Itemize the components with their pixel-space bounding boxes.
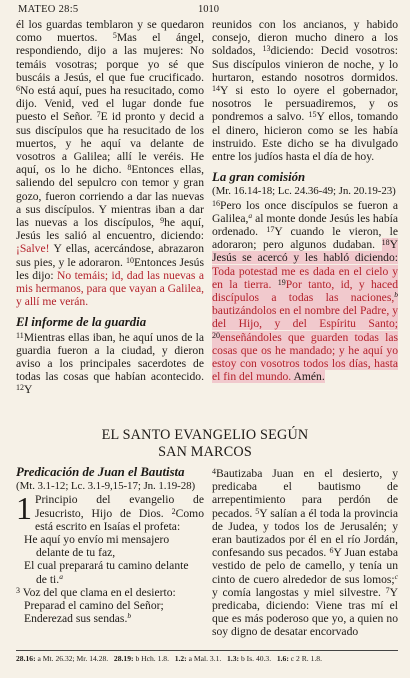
paragraph bbox=[16, 490, 204, 533]
verse-text: al monte donde Jesús les había ordenado. bbox=[212, 211, 398, 239]
footnote-text: b Hch. 1.8. bbox=[135, 654, 169, 663]
verse-number: 2 bbox=[171, 506, 176, 516]
jesus-words: Por tanto, id, y haced discípulos a todas las naciones, bbox=[212, 277, 398, 305]
paragraph bbox=[16, 331, 204, 397]
quote-line: Preparad el camino del Señor; bbox=[24, 599, 164, 613]
verse-number: 15 bbox=[308, 110, 317, 120]
verse-number: 6 bbox=[16, 84, 20, 94]
verse-text: Y predicaba, diciendo: Viene tras mí el que es más poderoso que yo, a quien no soy digno de desatar encorvado bbox=[212, 585, 398, 639]
verse-number: 13 bbox=[262, 44, 271, 54]
verse-text: Y si esto lo oyere el gobernador, nosotros le persuadiremos, y os pondremos a salvo. bbox=[212, 84, 398, 124]
jesus-words: Toda potestad me es dada en el cielo y en la tierra. bbox=[212, 264, 398, 291]
right-column bbox=[212, 18, 398, 383]
parallel-references: (Mt. 3.1-12; Lc. 3.1-9,15-17; Jn. 1.19-28) bbox=[16, 480, 196, 493]
verse-number: 17 bbox=[266, 225, 275, 235]
verse-text: Y bbox=[24, 383, 33, 397]
footnote-rule bbox=[16, 650, 398, 651]
verse-text: Y ellos, tomando el dinero, hicieron como se les había instruido. Este dicho se ha divulgado entre los judíos hasta el día de hoy. bbox=[212, 110, 399, 164]
quote-line: Enderezad sus sendas. bbox=[24, 612, 128, 626]
verse-text: reunidos con los ancianos, y habido consejo, dieron mucho dinero a los soldados, bbox=[212, 18, 398, 58]
page-header bbox=[0, 0, 410, 18]
footnote-ref: 1.3: bbox=[227, 654, 240, 663]
verse-number: 18 bbox=[381, 238, 390, 248]
verse-number: 16 bbox=[212, 198, 220, 208]
verse-number: 8 bbox=[127, 163, 132, 173]
paragraph bbox=[212, 18, 398, 163]
verse-number: 10 bbox=[125, 255, 134, 265]
verse-number: 9 bbox=[160, 216, 165, 226]
section-title: Predicación de Juan el Bautista bbox=[16, 465, 185, 479]
verse-text: Entonces ellas, saliendo del sepulcro con temor y gran gozo, fueron corriendo a dar las nuevas a sus discípulos. Y mientras iban a dar las nuevas a los discípulos, bbox=[16, 163, 204, 230]
verse-text: Y ellas, acercándose, abrazaron sus pies, y le adoraron. bbox=[16, 242, 205, 269]
chapter-number: 1 bbox=[16, 490, 32, 527]
footnote-text: c 2 R. 1.8. bbox=[290, 654, 322, 663]
verse-text: No está aquí, pues ha resucitado, como dijo. Venid, ved el lugar donde fue puesto el Señor. bbox=[16, 84, 204, 124]
running-head: MATEO 28:5 bbox=[18, 4, 79, 15]
verse-number: 5 bbox=[112, 31, 117, 41]
paragraph bbox=[212, 199, 398, 384]
quote-line: El cual preparará tu camino delante bbox=[24, 559, 189, 573]
footnote-ref: 1.6: bbox=[276, 654, 289, 663]
section-title: La gran comisión bbox=[212, 170, 306, 185]
quotation bbox=[16, 533, 204, 625]
verse-text: E id pronto y decid a sus discípulos que ha resucitado de los muertos, y he aquí va delante de vosotros a Galilea; allí le veréis. He aquí, os lo he dicho. bbox=[16, 110, 204, 177]
verse-number: 3 bbox=[16, 585, 20, 595]
footnote-marker: c bbox=[394, 571, 398, 581]
verse-number: 7 bbox=[385, 585, 390, 595]
verse-number: 4 bbox=[212, 467, 216, 476]
verse-text: Pero los once discípulos se fueron a Galilea, bbox=[212, 198, 398, 225]
jesus-words: No temáis; id, dad las nuevas a mis hermanos, para que vayan a Galilea, y allí me verán. bbox=[16, 268, 205, 309]
jesus-words: bautizándolos en el nombre del Padre, y del Hijo, y del Espíritu Santo; bbox=[212, 304, 398, 331]
footnote-ref: 28.19: bbox=[113, 654, 134, 663]
quote-line: delante de tu faz, bbox=[36, 546, 116, 560]
verse-text: diciendo: Decid vosotros: Sus discípulos vinieron de noche, y lo hurtaron, estando nosotros dormidos. bbox=[212, 44, 398, 84]
footnote-text: a Mal. 3.1. bbox=[188, 654, 222, 663]
footnote-marker: b bbox=[394, 290, 398, 300]
verse-number: 7 bbox=[96, 110, 101, 120]
verse-text: he aquí, Jesús les salió al encuentro, diciendo: bbox=[16, 216, 204, 243]
verse-text: Entonces Jesús les dijo: bbox=[16, 255, 204, 282]
verse-text: Como está escrito en Isaías el profeta: bbox=[35, 506, 204, 533]
jesus-words: ¡Salve! bbox=[16, 242, 50, 256]
verse-number: 12 bbox=[16, 383, 24, 393]
verse-text: Mientras ellas iban, he aquí unos de la guardia fueron a la ciudad, y dieron aviso a los principales sacerdotes de todas las cosas que habían acontecido. bbox=[16, 330, 204, 384]
verse-text: Y salían a él toda la provincia de Judea, y todos los de Jerusalén; y eran bautizados por él en el río Jordán, confesando sus pecados. bbox=[212, 506, 399, 560]
verse-text: Amén. bbox=[293, 370, 325, 384]
mark-left-column bbox=[16, 462, 204, 625]
footnote-ref: 1.2: bbox=[174, 654, 187, 663]
mark-right-column bbox=[212, 467, 398, 639]
verse-text: Y Juan estaba vestido de pelo de camello, y tenía un cinto de cuero alrededor de sus lomos; bbox=[212, 546, 398, 586]
footnote-marker: a bbox=[59, 571, 63, 581]
jesus-words: enseñándoles que guarden todas las cosas que os he mandado; y he aquí yo estoy con vosotros todos los días, hasta el fin del mundo. bbox=[212, 330, 398, 384]
footnote-ref: 28.16: bbox=[16, 654, 36, 663]
verse-number: 5 bbox=[255, 506, 260, 516]
verse-number: 11 bbox=[16, 330, 24, 340]
verse-text: y comía langostas y miel silvestre. bbox=[212, 585, 381, 599]
verse-text: Principio del evangelio de Jesucristo, Hijo de Dios. bbox=[35, 493, 204, 520]
footnote-marker: b bbox=[127, 611, 132, 621]
section-title: El informe de la guardia bbox=[16, 315, 147, 330]
page-number: 1010 bbox=[198, 4, 219, 15]
paragraph bbox=[16, 18, 204, 308]
verse-text: él los guardas temblaron y se quedaron como muertos. bbox=[16, 18, 204, 45]
highlighted-passage bbox=[212, 238, 398, 383]
verse-number: 19 bbox=[277, 277, 286, 287]
verse-text: Mas el ángel, respondiendo, dijo a las mujeres: No temáis vosotras; porque yo sé que buscáis a Jesús, el que fue crucificado. bbox=[16, 31, 205, 84]
verse-text: Bautizaba Juan en el desierto, y predicaba el bautismo de arrepentimiento para perdón de pecados. bbox=[212, 467, 398, 520]
quote-line: de ti. bbox=[36, 572, 60, 586]
quote-line: He aquí yo envío mi mensajero bbox=[24, 533, 170, 547]
verse-text: Y cuando le vieron, le adoraron; pero algunos dudaban. bbox=[212, 225, 398, 252]
footnote-text: b Is. 40.3. bbox=[240, 654, 272, 663]
footnote-text: a Mt. 26.32; Mr. 14.28. bbox=[37, 654, 109, 663]
verse-text: Y Jesús se acercó y les habló diciendo: bbox=[212, 238, 398, 265]
footnotes bbox=[16, 654, 398, 663]
verse-number: 20 bbox=[212, 330, 220, 340]
paragraph bbox=[212, 467, 398, 639]
left-column bbox=[16, 18, 204, 397]
book-title: EL SANTO EVANGELIO SEGÚN bbox=[101, 427, 309, 443]
verse-number: 6 bbox=[329, 546, 334, 556]
book-subtitle: SAN MARCOS bbox=[158, 444, 252, 460]
parallel-references: (Mr. 16.14-18; Lc. 24.36-49; Jn. 20.19-23) bbox=[212, 185, 396, 198]
quote-line: Voz del que clama en el desierto: bbox=[22, 585, 176, 599]
footnote-marker: a bbox=[248, 210, 253, 220]
verse-number: 14 bbox=[212, 84, 220, 94]
